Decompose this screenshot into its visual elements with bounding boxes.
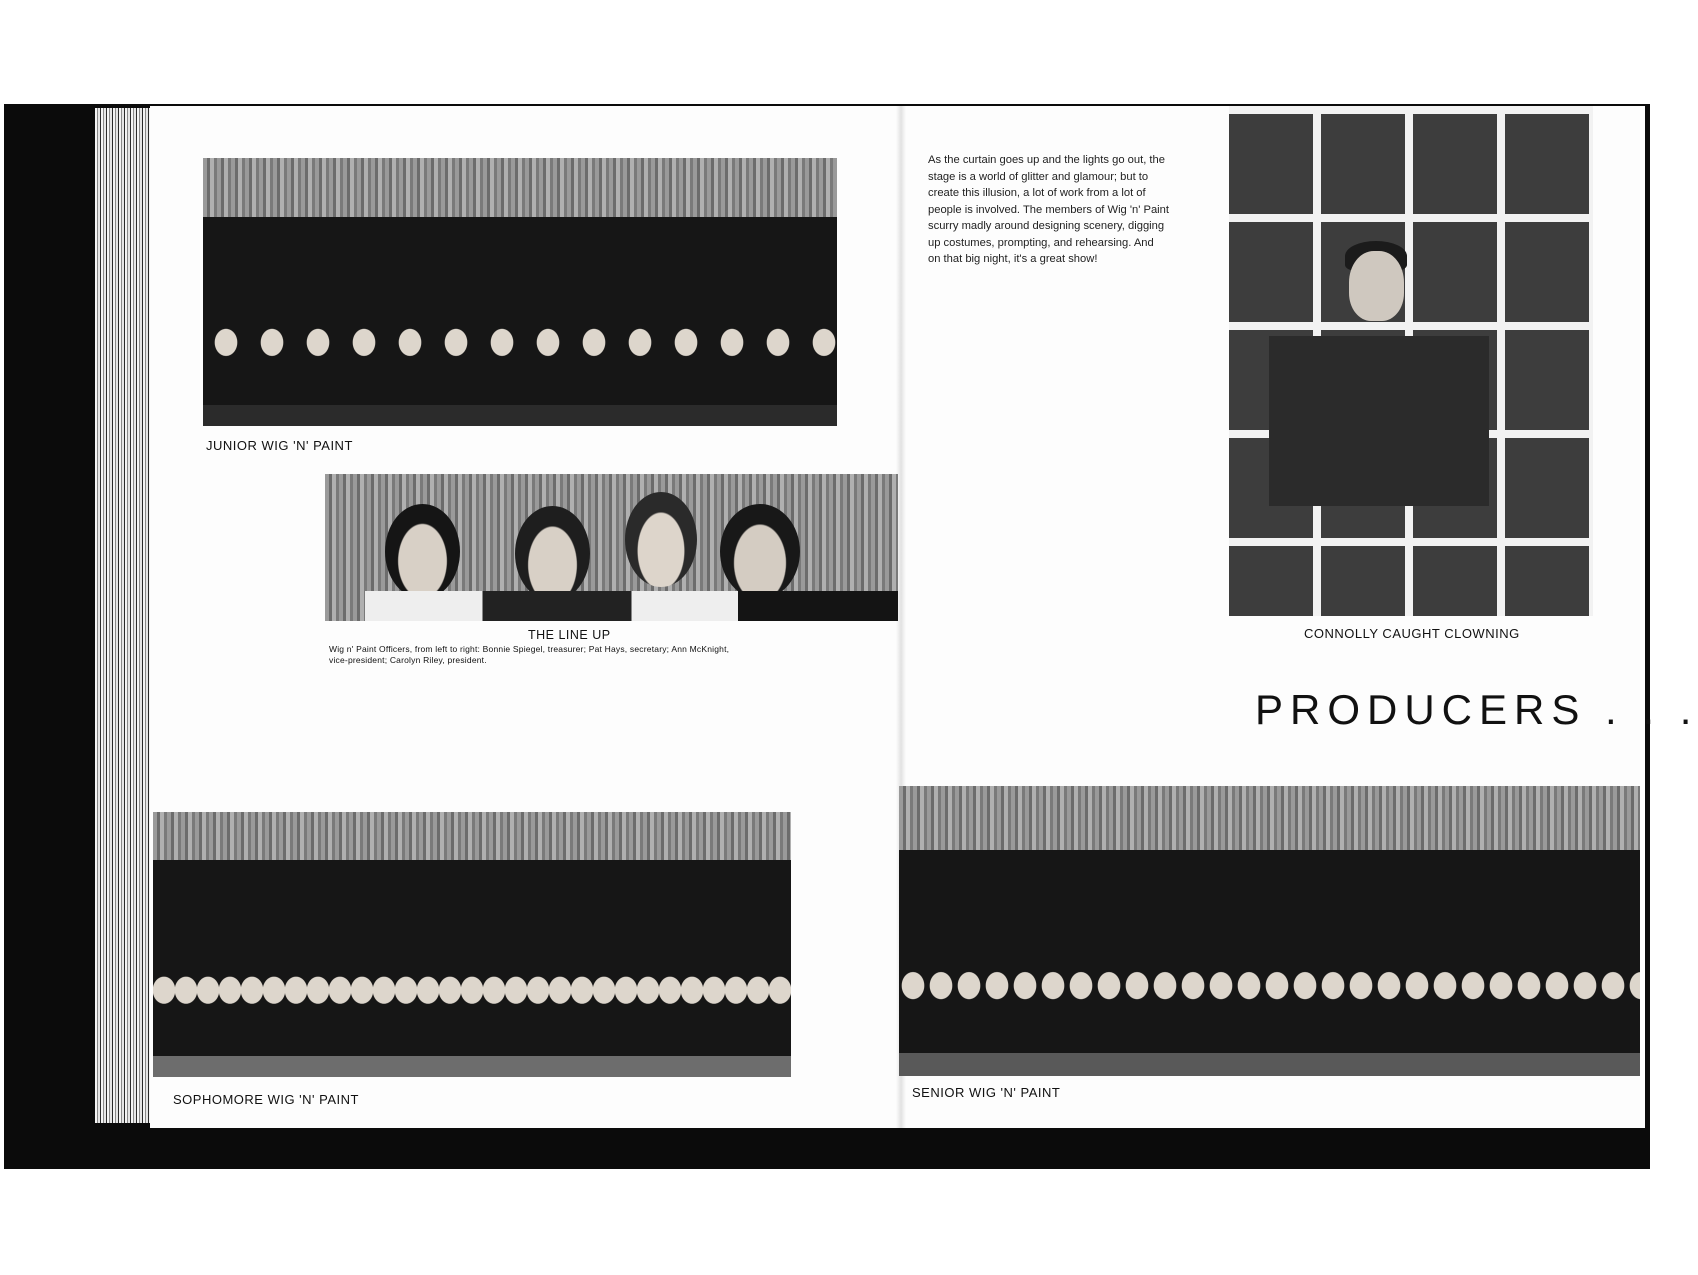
- producers-heading: PRODUCERS . . .: [1255, 686, 1698, 733]
- junior-stage-floor: [203, 405, 837, 426]
- officers-caption-line-2: vice-president; Carolyn Riley, president.: [329, 655, 487, 665]
- line-up-photo: [325, 474, 898, 621]
- senior-group-photo: [899, 786, 1640, 1076]
- officer-2: [515, 506, 590, 601]
- intro-line-3: create this illusion, a lot of work from a lot of: [928, 187, 1146, 199]
- sophomore-stage-floor: [153, 1056, 791, 1077]
- officers-caption: [329, 644, 729, 666]
- officer-3: [625, 492, 697, 587]
- officers-caption-line-1: Wig n' Paint Officers, from left to right: Bonnie Spiegel, treasurer; Pat Hays, secretary; Ann McKnight,: [329, 644, 730, 654]
- sophomore-group-members: [153, 860, 791, 1077]
- senior-group-members: [899, 850, 1640, 1076]
- intro-line-4: people is involved. The members of Wig 'n' Paint: [928, 203, 1169, 216]
- connolly-face: [1349, 251, 1404, 321]
- intro-line-6: up costumes, prompting, and rehearsing. And: [928, 236, 1154, 249]
- book-page-edges: [95, 108, 150, 1123]
- intro-line-5: scurry madly around designing scenery, digging: [928, 220, 1165, 232]
- officer-4: [720, 504, 800, 599]
- senior-stage-floor: [899, 1053, 1640, 1076]
- junior-group-photo: [203, 158, 837, 426]
- intro-line-1: As the curtain goes up and the lights go out, the: [928, 154, 1165, 166]
- sophomore-group-photo: [153, 812, 791, 1077]
- line-up-title: THE LINE UP: [528, 628, 611, 642]
- junior-caption: JUNIOR WIG 'N' PAINT: [206, 438, 353, 453]
- senior-caption: SENIOR WIG 'N' PAINT: [912, 1085, 1061, 1100]
- intro-line-2: stage is a world of glitter and glamour; but to: [928, 170, 1149, 183]
- officers-shoulders: [365, 591, 898, 621]
- officer-1: [385, 504, 460, 599]
- connolly-caption: CONNOLLY CAUGHT CLOWNING: [1304, 626, 1520, 641]
- sophomore-caption: SOPHOMORE WIG 'N' PAINT: [173, 1092, 359, 1107]
- intro-line-7: on that big night, it's a great show!: [928, 253, 1098, 265]
- intro-paragraph: [928, 152, 1198, 268]
- connolly-photo: [1229, 106, 1593, 616]
- junior-group-members: [203, 217, 837, 426]
- connolly-shirt: [1269, 336, 1489, 506]
